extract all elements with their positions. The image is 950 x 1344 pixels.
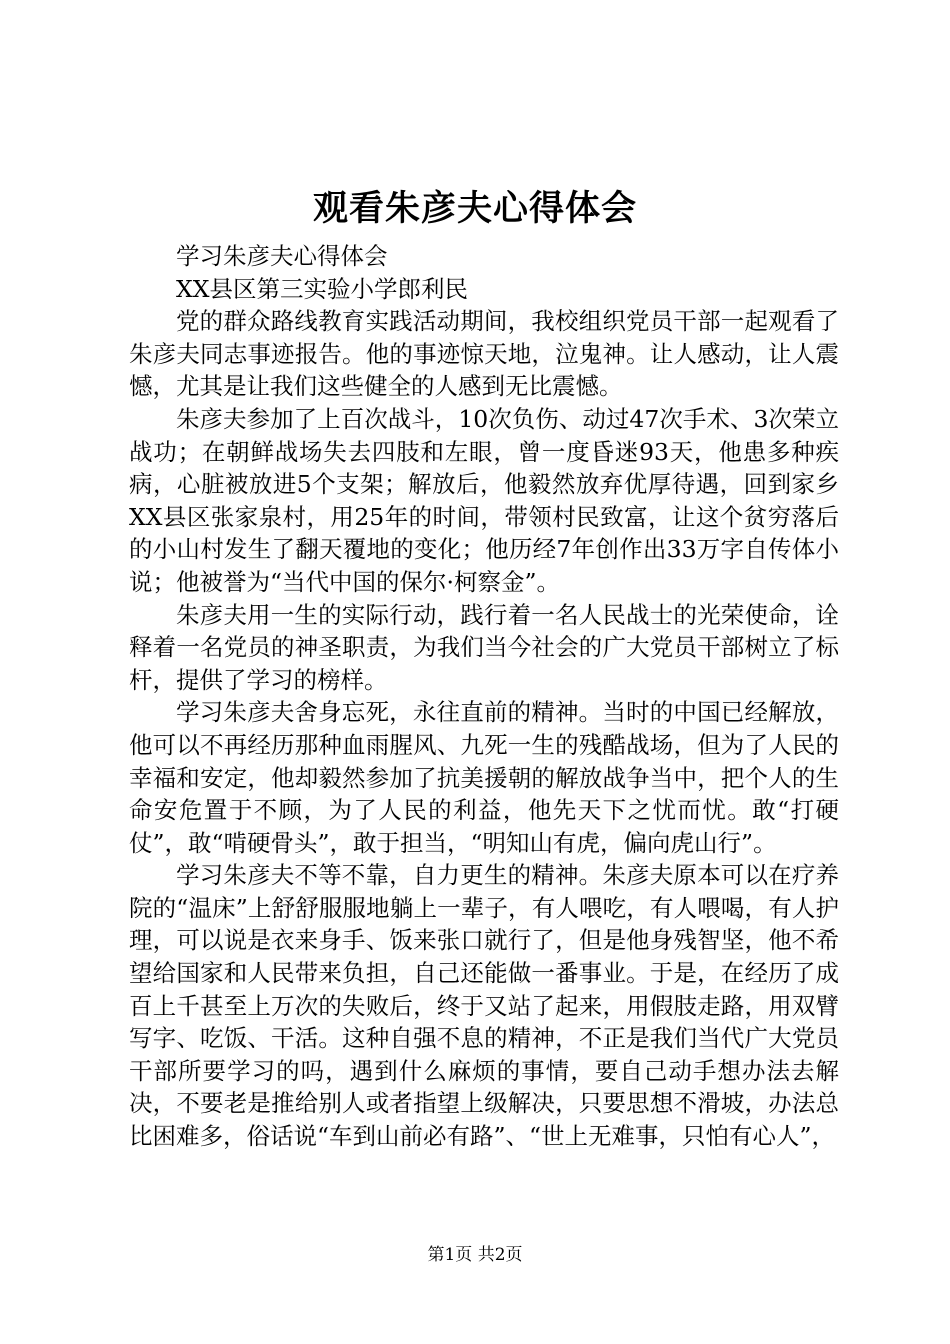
subtitle-paragraph: 学习朱彦夫心得体会 — [176, 242, 388, 270]
document-body — [129, 240, 839, 1153]
author-line: XX县区第三实验小学郎利民 — [176, 274, 468, 303]
body-paragraph: 朱彦夫用一生的实际行动，践行着一名人民战士的光荣使命，诠释着一名党员的神圣职责，为我们当今社会的广大党员干部树立了标杆，提供了学习的榜样。 — [129, 600, 839, 694]
body-paragraph: 朱彦夫参加了上百次战斗，10次负伤、动过47次手术、3次荣立战功；在朝鲜战场失去四肢和左眼，曾一度昏迷93天，他患多种疾病，心脏被放进5个支架；解放后，他毅然放弃优厚待遇，回到家乡XX县区张家泉村，用25年的时间，带领村民致富，让这个贫穷落后的小山村发生了翻天覆地的变化；他历经7年创作出33万字自传体小说；他被誉为“当代中国的保尔·柯察金”。 — [129, 404, 839, 596]
body-paragraph: 学习朱彦夫舍身忘死，永往直前的精神。当时的中国已经解放，他可以不再经历那种血雨腥风、九死一生的残酷战场，但为了人民的幸福和安定，他却毅然参加了抗美援朝的解放战争当中，把个人的生命安危置于不顾，为了人民的利益，他先天下之忧而忧。敢“打硬仗”，敢“啃硬骨头”，敢于担当，“明知山有虎，偏向虎山行”。 — [129, 698, 839, 857]
page-number-footer: 第1页 共2页 — [427, 1245, 523, 1265]
body-paragraph: 党的群众路线教育实践活动期间，我校组织党员干部一起观看了朱彦夫同志事迹报告。他的事迹惊天地，泣鬼神。让人感动，让人震憾，尤其是让我们这些健全的人感到无比震憾。 — [129, 307, 839, 401]
body-paragraph: 学习朱彦夫不等不靠，自力更生的精神。朱彦夫原本可以在疗养院的“温床”上舒舒服服地躺上一辈子，有人喂吃，有人喂喝，有人护理，可以说是衣来身手、饭来张口就行了，但是他身残智坚，他不希望给国家和人民带来负担，自己还能做一番事业。于是，在经历了成百上千甚至上万次的失败后，终于又站了起来，用假肢走路，用双臂写字、吃饭、干活。这种自强不息的精神，不正是我们当代广大党员干部所要学习的吗，遇到什么麻烦的事情，要自己动手想办法去解决，不要老是推给别人或者指望上级解决，只要思想不滑坡，办法总比困难多，俗话说“车到山前必有路”、“世上无难事，只怕有心人”， — [129, 861, 839, 1151]
document-title: 观看朱彦夫心得体会 — [312, 188, 637, 229]
